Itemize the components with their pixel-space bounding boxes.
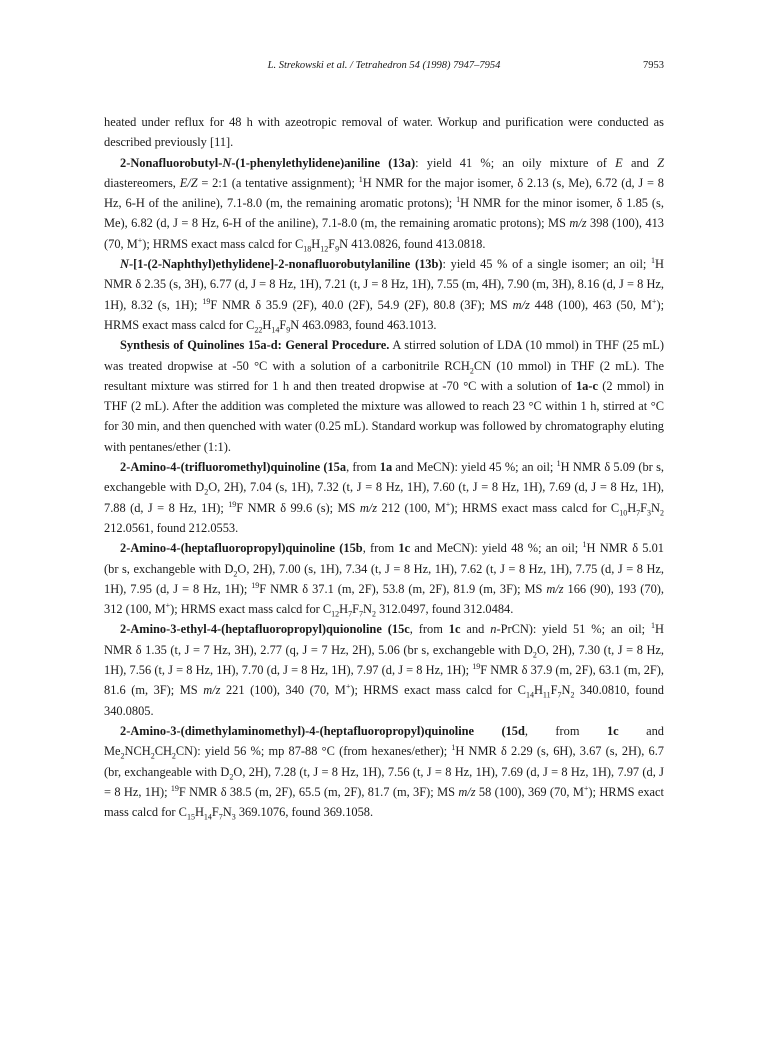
text-run: Z — [657, 155, 664, 170]
compound-name-text: Synthesis of Quinolines 15a-d: General Procedure. — [120, 338, 390, 353]
text-run: ); HRMS exact mass calcd for C — [142, 236, 304, 251]
text-run: heated under reflux for 48 h with azeotropic removal of water. Workup and purification were conducted as described previously [11]. — [104, 115, 664, 150]
text-run: , from — [362, 541, 399, 556]
text-run: H — [311, 236, 321, 251]
text-run: H NMR δ 2.29 (s, 6H), 3.67 (s, 2H), 6.7 (br, exchangeable with D — [104, 744, 664, 779]
text-run: CH — [154, 744, 172, 759]
text-run: 7 — [359, 609, 364, 619]
text-run: H NMR δ 5.01 (br s, exchangeble with D — [104, 541, 664, 576]
compound-name-text: -[1-(2-Naphthyl)ethylidene]-2-nonafluorobutylaniline (13b) — [128, 257, 443, 272]
text-run: N — [651, 500, 660, 515]
text-run: A stirred solution of LDA (10 mmol) in THF (25 mL) was treated dropwise at -50 °C with a solution of a carbonitrile RCH — [104, 338, 664, 373]
text-run: F NMR δ 38.5 (m, 2F), 65.5 (m, 2F), 81.7 (m, 3F); MS — [178, 784, 459, 799]
journal-citation: L. Strekowski et al. / Tetrahedron 54 (1998) 7947–7954 — [267, 60, 501, 71]
text-run: E — [615, 155, 623, 170]
text-run: , from — [409, 622, 449, 637]
text-run: 19 — [472, 661, 481, 671]
text-run: ); HRMS exact mass calcd for C — [450, 500, 620, 515]
text-run: m/z — [512, 297, 530, 312]
text-run: 1 — [556, 458, 561, 468]
text-run: ); HRMS exact mass calcd for C — [170, 602, 332, 617]
text-run: 12 — [320, 244, 329, 254]
text-run: F — [550, 683, 558, 698]
text-run: H NMR for the minor isomer, δ 1.85 (s, Me), 6.82 (d, J = 8 Hz, 6-H of the aniline), 7.1-8.0 (m, the remaining aromatic protons); MS — [104, 196, 664, 231]
text-run: F — [279, 317, 287, 332]
text-run: and MeCN): yield 45 %; an oil; — [392, 460, 557, 475]
text-run: m/z — [546, 581, 564, 596]
text-run: 1 — [456, 195, 461, 205]
text-run: E/Z — [179, 175, 198, 190]
text-run: 212.0561, found 212.0553. — [104, 520, 239, 535]
text-run: 340.0810, found 340.0805. — [104, 683, 664, 718]
text-run: m/z — [569, 216, 587, 231]
text-run: 1 — [582, 540, 587, 550]
text-run: 2 — [233, 569, 238, 578]
text-run: 2 — [150, 751, 155, 761]
text-run: 3 — [647, 508, 652, 518]
text-run: 221 (100), 340 (70, M — [220, 683, 346, 698]
text-run: ); HRMS exact mass calcd for C — [104, 784, 664, 820]
text-run: 15 — [186, 812, 195, 822]
text-run: 1 — [651, 621, 656, 631]
text-run: + — [583, 783, 589, 793]
text-run: 11 — [542, 690, 551, 700]
text-run: O, 2H), 7.28 (t, J = 8 Hz, 1H), 7.56 (t, J = 8 Hz, 1H), 7.69 (d, J = 8 Hz, 1H), 7.97 (d, J = 8 Hz, 1H); — [104, 764, 664, 799]
text-run: O, 2H), 7.04 (s, 1H), 7.32 (t, J = 8 Hz, 1H), 7.60 (t, J = 8 Hz, 1H), 7.69 (d, J = 8 Hz, 1H), 7.88 (d, J = 8 Hz, 1H); — [104, 480, 664, 515]
text-run: 58 (100), 369 (70, M — [475, 784, 584, 799]
compound-name-text: N — [120, 257, 129, 272]
text-run: 2 — [570, 690, 575, 700]
text-run: 14 — [203, 812, 212, 822]
text-run: O, 2H), 7.30 (t, J = 8 Hz, 1H), 7.56 (t, J = 8 Hz, 1H), 7.70 (d, J = 8 Hz, 1H), 7.97 (d, J = 8 Hz, 1H); — [104, 642, 665, 678]
paragraph — [104, 619, 664, 720]
text-run: ); HRMS exact mass calcd for C — [104, 297, 665, 332]
text-run: , from — [524, 723, 607, 738]
page-number: 7953 — [643, 60, 664, 71]
text-run: H — [533, 683, 543, 698]
text-run: 19 — [202, 296, 211, 306]
paragraph — [104, 335, 664, 457]
text-run: CN (10 mmol) in THF (2 mL). The resultant mixture was stirred for 1 h and then treated dropwise at -70 °C with a solution of — [104, 358, 664, 393]
text-run: (2 mmol) in THF (2 mL). After the addition was completed the mixture was allowed to reach 23 °C within 1 h, stirred at °C for 30 min, and then quenched with water (0.25 mL). Standard workup was followed by chromatography eluting with pentanes/ether (1:1). — [104, 378, 664, 454]
text-run: and Me — [104, 723, 664, 759]
text-run: F NMR δ 99.6 (s); MS — [236, 500, 360, 515]
text-run: NCH — [124, 744, 151, 759]
compound-name-text: 1c — [606, 723, 619, 738]
compound-name-text: 2-Amino-3-(dimethylaminomethyl)-4-(heptafluoropropyl)quinoline (15d — [120, 723, 525, 738]
compound-name-text: N — [222, 155, 232, 170]
text-run: + — [445, 499, 451, 509]
compound-name-text: 2-Nonafluorobutyl- — [120, 155, 223, 170]
text-run: 2 — [204, 487, 209, 497]
text-run: 1 — [651, 255, 656, 265]
text-run: F NMR δ 35.9 (2F), 40.0 (2F), 54.9 (2F), 80.8 (3F); MS — [210, 297, 513, 312]
text-run: -PrCN): yield 51 %; an oil; — [496, 622, 652, 637]
text-run: N — [222, 805, 232, 820]
text-run: 1 — [358, 174, 363, 184]
text-run: H NMR δ 1.35 (t, J = 7 Hz, 3H), 2.77 (q, J = 7 Hz, 2H), 5.06 (br s, exchangeble with D — [104, 622, 664, 657]
compound-name-text: 1a-c — [575, 378, 598, 393]
text-run: F NMR δ 37.9 (m, 2F), 63.1 (m, 2F), 81.6 (m, 3F); MS — [104, 663, 665, 698]
text-run: 18 — [303, 244, 312, 254]
text-run: 19 — [251, 580, 260, 590]
text-run: 14 — [525, 690, 534, 700]
text-run: 448 (100), 463 (50, M — [529, 297, 652, 312]
compound-name-text: 2-Amino-3-ethyl-4-(heptafluoropropyl)quionoline (15c — [120, 622, 410, 637]
text-run: 2 — [229, 771, 234, 781]
text-run: + — [345, 682, 351, 692]
text-run: 2 — [171, 751, 176, 761]
text-run: 19 — [170, 783, 179, 793]
paragraph — [104, 153, 664, 254]
text-run: 398 (100), 413 (70, M — [104, 216, 664, 251]
text-run: F — [352, 602, 360, 617]
experimental-section-text — [104, 112, 664, 822]
text-run: H — [194, 805, 204, 820]
text-run: 7 — [557, 690, 562, 700]
text-run: : yield 45 % of a single isomer; an oil; — [442, 257, 652, 272]
text-run: + — [651, 296, 657, 306]
paragraph — [104, 538, 664, 619]
text-run: 2 — [660, 508, 664, 518]
text-run: H — [627, 500, 637, 515]
text-run: 2 — [371, 609, 376, 619]
text-run: N — [561, 683, 571, 698]
text-run: H NMR for the major isomer, δ 2.13 (s, Me), 6.72 (d, J = 8 Hz, 6-H of the aniline), 7.1-8.0 (m, the remaining aromatic protons); — [104, 175, 664, 211]
text-run: 1 — [451, 743, 456, 753]
text-run: = 2:1 (a tentative assignment); — [197, 175, 359, 190]
text-run: ); HRMS exact mass calcd for C — [350, 683, 526, 698]
text-run: + — [137, 235, 143, 245]
text-run: CN): yield 56 %; mp 87-88 °C (from hexanes/ether); — [175, 744, 452, 759]
text-run: 7 — [348, 609, 353, 619]
running-header — [104, 60, 664, 78]
compound-name-text: -(1-phenylethylidene)aniline (13a) — [231, 155, 416, 170]
paragraph — [104, 112, 664, 153]
text-run: + — [165, 601, 171, 610]
compound-name-text: 1a — [379, 460, 393, 475]
text-run: and — [622, 155, 658, 170]
text-run: 166 (90), 193 (70), 312 (100, M — [104, 581, 665, 617]
paragraph — [104, 457, 664, 538]
text-run: 19 — [228, 499, 237, 509]
compound-name-text: 2-Amino-4-(trifluoromethyl)quinoline (15a — [120, 460, 347, 475]
text-run: F — [211, 805, 219, 820]
text-run: 369.1076, found 369.1058. — [235, 805, 374, 820]
paragraph — [104, 254, 664, 335]
compound-name-text: 1c — [448, 622, 461, 637]
text-run: H — [339, 602, 349, 617]
text-run: N — [363, 602, 372, 617]
text-run: 2 — [532, 650, 537, 660]
text-run: H NMR δ 5.09 (br s, exchangeble with D — [104, 460, 664, 495]
text-run: and MeCN): yield 48 %; an oil; — [410, 541, 583, 556]
text-run: F NMR δ 37.1 (m, 2F), 53.8 (m, 2F), 81.9 (m, 3F); MS — [259, 581, 547, 596]
text-run: H — [262, 317, 272, 332]
text-run: n — [490, 622, 497, 637]
text-run: 9 — [286, 325, 291, 335]
text-run: 10 — [619, 508, 628, 518]
text-run: F — [328, 236, 336, 251]
journal-page — [104, 60, 664, 822]
text-run: 22 — [254, 325, 263, 335]
text-run: N 463.0983, found 463.1013. — [290, 317, 437, 332]
text-run: 2 — [120, 751, 125, 761]
text-run: 212 (100, M — [377, 500, 446, 515]
text-run: F — [640, 500, 648, 515]
paragraph — [104, 721, 664, 822]
text-run: 7 — [636, 508, 641, 518]
text-run: and — [460, 622, 491, 637]
compound-name-text: 1c — [398, 541, 411, 556]
text-run: diastereomers, — [104, 175, 180, 190]
text-run: : yield 41 %; an oily mixture of — [415, 155, 616, 170]
compound-name-text: 2-Amino-4-(heptafluoropropyl)quinoline (15b — [120, 541, 363, 556]
text-run: H NMR δ 2.35 (s, 3H), 6.77 (d, J = 8 Hz, 1H), 7.21 (t, J = 8 Hz, 1H), 7.55 (m, 4H), 7.90 (m, 3H), 8.16 (d, J = 8 Hz, 1H), 8.32 (s, 1H); — [104, 257, 664, 312]
text-run: 7 — [218, 812, 223, 822]
text-run: 3 — [231, 812, 236, 822]
text-run: m/z — [458, 784, 476, 799]
text-run: m/z — [203, 683, 221, 698]
text-run: 9 — [335, 244, 340, 254]
text-run: N 413.0826, found 413.0818. — [339, 236, 486, 251]
text-run: 2 — [469, 366, 474, 376]
text-run: 312.0497, found 312.0484. — [375, 602, 514, 617]
text-run: , from — [346, 460, 380, 475]
text-run: 14 — [271, 325, 280, 335]
text-run: 12 — [331, 609, 340, 619]
text-run: m/z — [359, 500, 378, 515]
text-run: O, 2H), 7.00 (s, 1H), 7.34 (t, J = 8 Hz, 1H), 7.62 (t, J = 8 Hz, 1H), 7.75 (d, J = 8 Hz, 1H), 7.95 (d, J = 8 Hz, 1H); — [104, 561, 665, 596]
